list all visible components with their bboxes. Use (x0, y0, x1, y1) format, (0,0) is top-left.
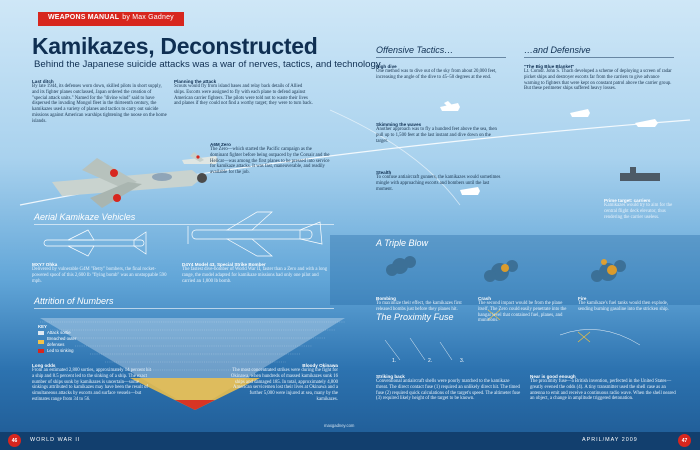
stealth-heading: Stealth (376, 170, 392, 175)
page-subtitle: Behind the Japanese suicide attacks was a war of nerves, tactics, and technology (34, 59, 381, 70)
stealth-block (376, 170, 504, 192)
section-tag (38, 12, 184, 26)
near-good-block (530, 374, 680, 402)
attrition-divider (34, 308, 334, 309)
footer-left-label: WORLD WAR II (30, 437, 81, 443)
a6m-body: The Zero—which started the Pacific campaign as the dominant fighter before being outpaced by the Corsair and the Hellcat—was among the first planes to be pressed into service for kamikaze attacks. It was fast, maneuverable, and readily available for the job. (210, 147, 330, 176)
fire-block (578, 296, 674, 313)
key-label-breached: Breached outer defenses (47, 336, 77, 347)
key-item-breached (38, 336, 87, 348)
key-label-attack: Attack sortie (47, 330, 71, 335)
mxy7-heading: MXY7 Ohka (32, 262, 58, 267)
d4y4-illustration (182, 208, 332, 260)
site-credit: maxgadney.com (324, 423, 355, 428)
mxy7-body: Delivered by vulnerable G4M "Betty" bombers, the final rocket-powered spoof of this 2,600 lb "flying bomb" was an unstoppable 590 mph. (32, 267, 167, 284)
stealth-body: To confuse antiaircraft gunners, the kamikazes would sometimes mingle with approaching escorts and bombers until the last moment. (376, 175, 501, 192)
page-title: Kamikazes, Deconstructed (32, 33, 318, 59)
prime-target-block (604, 198, 680, 220)
skimming-block (376, 122, 504, 144)
key-label-sinking: Led to sinking (47, 348, 74, 353)
high-dive-body: One method was to dive out of the sky from about 20,000 feet, increasing the angle of the dive to 45–50 degrees at the end. (376, 69, 497, 80)
high-dive-heading: High dive (376, 64, 397, 69)
d4y4-heading: D4Y4 Model 43, Special Strike Bomber (182, 262, 266, 267)
triple-blow-title: A Triple Blow (376, 238, 429, 248)
okinawa-heading: Bloody Okinawa (302, 363, 338, 368)
proximity-fuse-title: The Proximity Fuse (376, 312, 454, 322)
key-swatch-attack (38, 331, 44, 335)
dive-planes (420, 95, 680, 215)
defensive-title: …and Defensive (524, 45, 591, 55)
attrition-key (38, 324, 87, 354)
left-page-number: 46 (8, 434, 21, 447)
offensive-title: Offensive Tactics… (376, 45, 454, 55)
key-swatch-breached (38, 340, 44, 344)
planning-body: Scouts would fly from island bases and relay back details of Allied ships. Escorts were assigned to fly with each plane to defend against American carrier fighters. The pilots were told not to waste their lives and planes if they could not find a worthy target; they were to turn back. (174, 84, 313, 107)
fire-body: The kamikaze's fuel tanks would then explode, sending burning gasoline into the stricken ship. (578, 301, 669, 312)
last-ditch-body: By late 1944, its defenses worn down, skilled pilots in short supply, and its fighter planes outclassed, Japan ordered the creation of "special attack units." Named for the "divine wind" said to have dispersed the invading Mongol fleet in the thirteenth century, the kamikazes used a variety of planes and tactics to carry out suicide missions against American warships tightening the noose on the home islands. (32, 84, 167, 124)
big-blue-block (524, 64, 674, 92)
crash-body: The second impact would be from the plane itself. The Zero could easily penetrate into the hangar level that contained fuel, planes, and munitions. (478, 301, 567, 324)
big-blue-body: Lt. Comdr. John S. Thach developed a scheme of deploying a screen of radar picket ships and destroyer escorts far from the carriers to give advance warning to fighters that were kept on constant patrol above the carrier group. But these perimeter ships suffered heavy losses. (524, 69, 672, 92)
a6m-heading: A6M Zero (210, 142, 231, 147)
key-title-text: KEY (38, 324, 47, 329)
long-odds-block (32, 363, 154, 403)
right-page-number: 47 (678, 434, 691, 447)
fuse-label-3: 3. (460, 358, 465, 364)
defensive-divider (524, 57, 674, 58)
planning-heading: Planning the attack (174, 79, 217, 84)
section-tag-label: WEAPONS MANUAL (48, 14, 120, 21)
last-ditch-heading: Last ditch (32, 79, 54, 84)
prime-target-body: Kamikazes would try to aim for the central flight deck elevator, thus rendering the carrier useless. (604, 203, 673, 220)
byline: by Max Gadney (122, 14, 174, 21)
key-item-sinking (38, 348, 87, 354)
long-odds-heading: Long odds (32, 363, 56, 368)
high-dive-block (376, 64, 504, 81)
d4y4-body: The fastest dive-bomber of World War II, faster than a Zero and with a long range, the model adapted for kamikaze missions had only one pilot and carried an 1,800 lb bomb. (182, 267, 328, 284)
crash-block (478, 296, 570, 324)
aerial-vehicles-title: Aerial Kamikaze Vehicles (34, 212, 136, 222)
striking-back-block (376, 374, 521, 402)
near-good-heading: Near is good enough (530, 374, 576, 379)
footer-right-label: APRIL/MAY 2009 (582, 437, 638, 443)
okinawa-body: The most concentrated strikes were during the fight for Okinawa, when hundreds of massed kamikazes sunk 16 ships and damaged 185. In total, approximately 4,800 American servicemen lost their lives at Okinawa and a further 5,000 were injured at sea, many by the kamikazes. (230, 368, 338, 402)
striking-back-heading: Striking back (376, 374, 405, 379)
long-odds-body: From an estimated 2,800 sorties, approximately 14 percent hit a ship and 8.5 percent led to the sinking of a ship. The exact number of ships sunk by kamikazes is uncertain—some sinkings attributed to kamikazes may have been the result of simultaneous attacks by escorts and surface vessels—but estimates range from 34 to 56. (32, 368, 152, 402)
a6m-block (210, 142, 330, 176)
last-ditch-block (32, 79, 167, 125)
skimming-heading: Skimming the waves (376, 122, 422, 127)
fuse-label-1: 1. (392, 358, 397, 364)
big-blue-heading: "The Big Blue Blanket" (524, 64, 575, 69)
fuse-label-2: 2. (428, 358, 433, 364)
fire-heading: Fire (578, 296, 587, 301)
crash-heading: Crash (478, 296, 492, 301)
near-good-body: The proximity fuse—a British invention, perfected in the United States—greatly evened the odds (4). A tiny transmitter used the shell case as an antenna to emit and receive a continuous radio wave. When the shell neared an object, a change in amplitude triggered detonation. (530, 379, 676, 402)
prime-target-heading: Prime target: carriers (604, 198, 651, 203)
ohka-illustration (38, 228, 158, 258)
striking-back-body: Conventional antiaircraft shells were poorly matched to the kamikaze threat. The direct contact fuse (1) required an unlikely direct hit. The timed fuse (2) required quick calculations of the target's speed. The altimeter fuse (3) required likely height of the target to be known. (376, 379, 521, 402)
d4y4-block (182, 262, 332, 284)
bombing-body: To maximize their effect, the kamikazes first released bombs just before they planes hit. (376, 301, 462, 312)
bombing-block (376, 296, 466, 313)
planning-block (174, 79, 314, 107)
attrition-title: Attrition of Numbers (34, 296, 114, 306)
skimming-body: Another approach was to fly a hundred feet above the sea, then pull up to 1,500 feet at the last instant and dive down on the target. (376, 127, 497, 144)
offensive-divider (376, 57, 506, 58)
key-swatch-sinking (38, 349, 44, 353)
okinawa-block (228, 363, 338, 403)
mxy7-block (32, 262, 172, 284)
bombing-heading: Bombing (376, 296, 396, 301)
